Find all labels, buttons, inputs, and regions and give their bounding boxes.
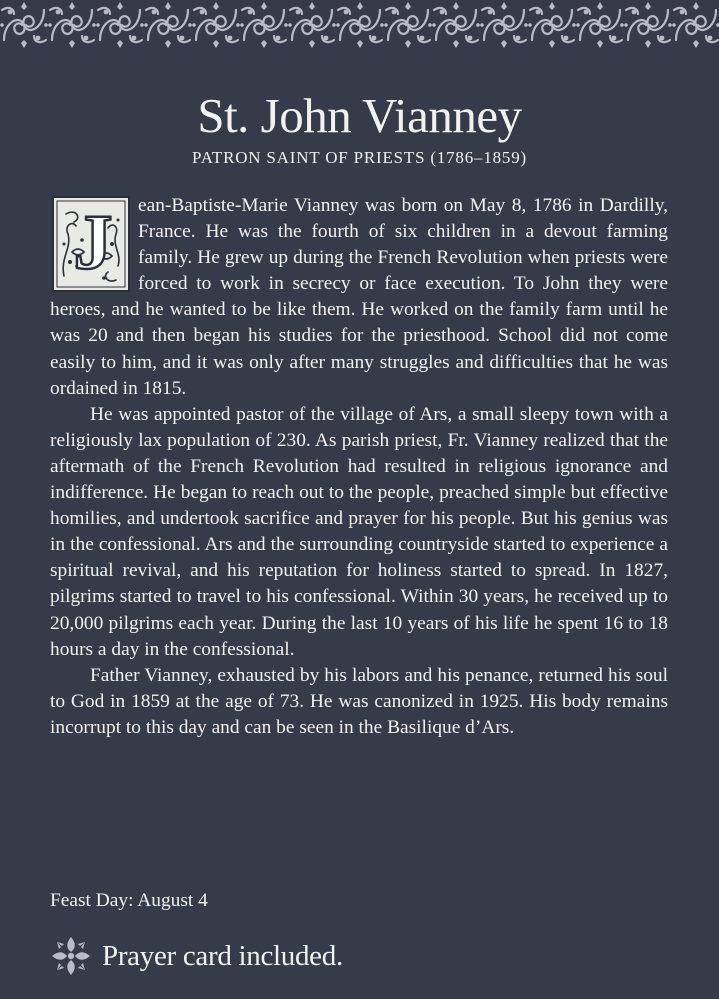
biography-text: [50, 193, 668, 741]
page-title: St. John Vianney: [197, 88, 522, 143]
biography-paragraph-1-text: ean-Baptiste-Marie Vianney was born on May 8, 1786 in Dardilly, France. He was the fourth of six children in a devout farming family. He grew up during the French Revolution when priests were forced to work in secrecy or face execution. To John they were heroes, and he wanted to be like them. He worked on the family farm until he was 20 and then began his studies for the priesthood. School did not come easily to him, and it was only after many struggles and difficulties that he was ordained in 1815.: [50, 195, 668, 399]
feast-day: Feast Day: August 4: [50, 890, 208, 911]
illuminated-letter-j-icon: [52, 196, 130, 292]
biography-paragraph-3: Father Vianney, exhausted by his labors and his penance, returned his soul to God in 1859 at the age of 73. He was canonized in 1925. His body remains incorrupt to this day and can be seen in the Basilique d’Ars.: [50, 664, 668, 738]
subtitle: PATRON SAINT OF PRIESTS (1786–1859): [192, 148, 527, 167]
biography-paragraph-1: [50, 193, 668, 402]
quatrefoil-ornament-icon: [50, 935, 92, 977]
prayer-card-note: [50, 931, 343, 981]
biography-paragraph-2: He was appointed pastor of the village of Ars, a small sleepy town with a religiously lax population of 230. As parish priest, Fr. Vianney realized that the aftermath of the French Revolution had resulted in religious ignorance and indifference. He began to reach out to the people, preached simple but effective homilies, and undertook sacrifice and prayer for his people. But his genius was in the confessional. Ars and the surrounding countryside started to experience a spiritual revival, and his reputation for holiness started to spread. In 1827, pilgrims started to travel to his confessional. Within 30 years, he received up to 20,000 pilgrims each year. During the last 10 years of his life he spent 16 to 18 hours a day in the confessional.: [50, 403, 668, 660]
footer-note: Prayer card included.: [102, 940, 343, 972]
decorative-floral-border: [0, 0, 719, 50]
drop-cap-letter: J: [73, 198, 113, 285]
